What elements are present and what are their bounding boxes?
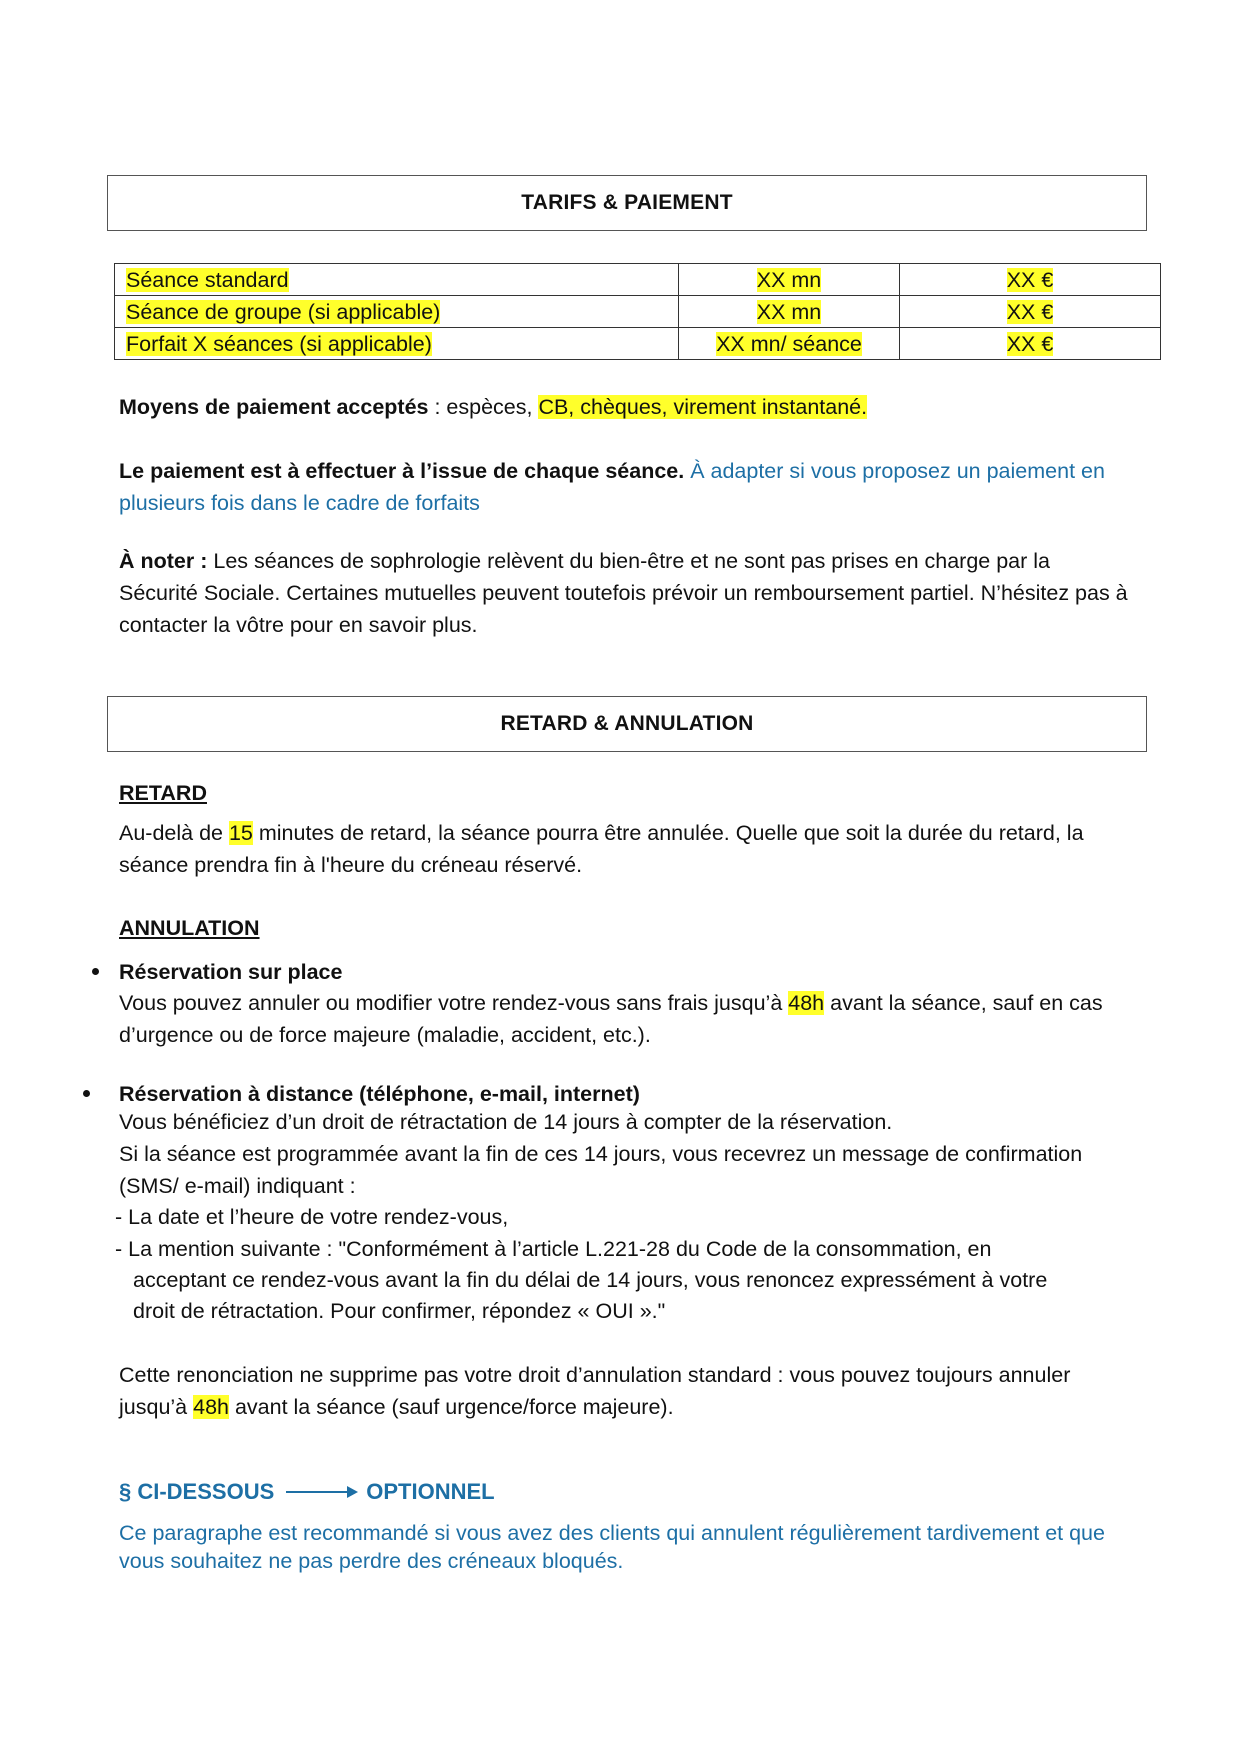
sur-place-text-before: Vous pouvez annuler ou modifier votre rendez-vous sans frais jusqu’à [119,991,789,1015]
sur-place-title: Réservation sur place [119,960,343,984]
sur-place-text [119,987,1144,1051]
section-title-text: RETARD & ANNULATION [500,712,754,735]
sur-place-text-after: avant la séance, sauf en cas d’urgence ou de force majeure (maladie, accident, etc.). [119,991,1103,1047]
a-noter-label: À noter : [119,549,208,573]
renonciation-text [119,1359,1139,1423]
payment-methods-sep: : espèces, [428,395,539,419]
tarifs-table [114,263,1161,360]
table-cell [115,264,679,296]
table-cell [900,264,1161,296]
distance-dash2-line2: acceptant ce rendez-vous avant la fin du délai de 14 jours, vous renoncez expressément à votre [133,1268,1048,1292]
right-arrow-icon [286,1485,358,1499]
distance-dash2-line3: droit de rétractation. Pour confirmer, répondez « OUI »." [133,1299,666,1323]
distance-dash2-line1: - La mention suivante : "Conformément à l’article L.221-28 du Code de la consommation, en [115,1237,992,1261]
table-cell [900,328,1161,360]
distance-line1: Vous bénéficiez d’un droit de rétractation de 14 jours à compter de la réservation. [119,1110,893,1134]
tarif-price: XX € [1006,267,1054,292]
renonciation-hours: 48h [193,1395,229,1419]
payment-methods [119,391,1149,423]
tarif-label: Séance de groupe (si applicable) [126,299,441,324]
section-title-retard [107,696,1147,752]
renonciation-text-before: Cette renonciation ne supprime pas votre droit d’annulation standard : vous pouvez toujours annuler jusqu’à [119,1363,1071,1419]
tarif-label: Séance standard [126,267,289,292]
payment-methods-label: Moyens de paiement acceptés [119,395,429,419]
section-title-tarifs [107,175,1147,231]
table-cell [679,296,900,328]
tarif-duration: XX mn [756,267,822,292]
retard-heading: RETARD [119,781,207,805]
payment-timing-note: À adapter si vous proposez un paiement en plusieurs fois dans le cadre de forfaits [119,459,1105,515]
table-row [115,296,1161,328]
optional-heading [119,1479,495,1505]
tarif-duration: XX mn/ séance [716,331,862,356]
table-cell [115,296,679,328]
table-cell [900,296,1161,328]
table-cell [115,328,679,360]
tarif-label: Forfait X séances (si applicable) [126,331,432,356]
distance-title: Réservation à distance (téléphone, e-mail, internet) [119,1082,640,1106]
optional-left: § CI-DESSOUS [119,1479,275,1504]
retard-text-after: minutes de retard, la séance pourra être annulée. Quelle que soit la durée du retard, la séance prendra fin à l'heure du créneau réservé. [119,821,1084,877]
payment-timing [119,455,1129,519]
payment-timing-bold: Le paiement est à effectuer à l’issue de chaque séance. [119,459,685,483]
tarif-duration: XX mn [756,299,822,324]
table-cell [679,328,900,360]
tarif-price: XX € [1006,331,1054,356]
annulation-heading: ANNULATION [119,916,260,940]
a-noter-text: Les séances de sophrologie relèvent du bien-être et ne sont pas prises en charge par la Sécurité Sociale. Certaines mutuelles peuvent toutefois prévoir un remboursement partiel. N’hésitez pas à contacter la vôtre pour en savoir plus. [119,549,1128,637]
distance-dash1: - La date et l’heure de votre rendez-vous, [115,1205,509,1229]
retard-minutes: 15 [228,821,253,845]
payment-methods-highlighted: CB, chèques, virement instantané. [538,395,868,419]
retard-text-before: Au-delà de [119,821,229,845]
table-row [115,264,1161,296]
table-row [115,328,1161,360]
sur-place-hours: 48h [788,991,825,1015]
retard-text [119,817,1139,881]
optional-text: Ce paragraphe est recommandé si vous avez des clients qui annulent régulièrement tardivement et que vous souhaitez ne pas perdre des créneaux bloqués. [119,1521,1105,1573]
distance-line2: Si la séance est programmée avant la fin de ces 14 jours, vous recevrez un message de confirmation (SMS/ e-mail) indiquant : [119,1142,1083,1198]
tarif-price: XX € [1006,299,1054,324]
optional-right: OPTIONNEL [366,1479,495,1504]
renonciation-text-after: avant la séance (sauf urgence/force majeure). [228,1395,674,1419]
a-noter [119,545,1129,641]
bullet-icon [83,1090,90,1097]
table-cell [679,264,900,296]
bullet-icon [92,968,99,975]
section-title-text: TARIFS & PAIEMENT [521,191,733,214]
